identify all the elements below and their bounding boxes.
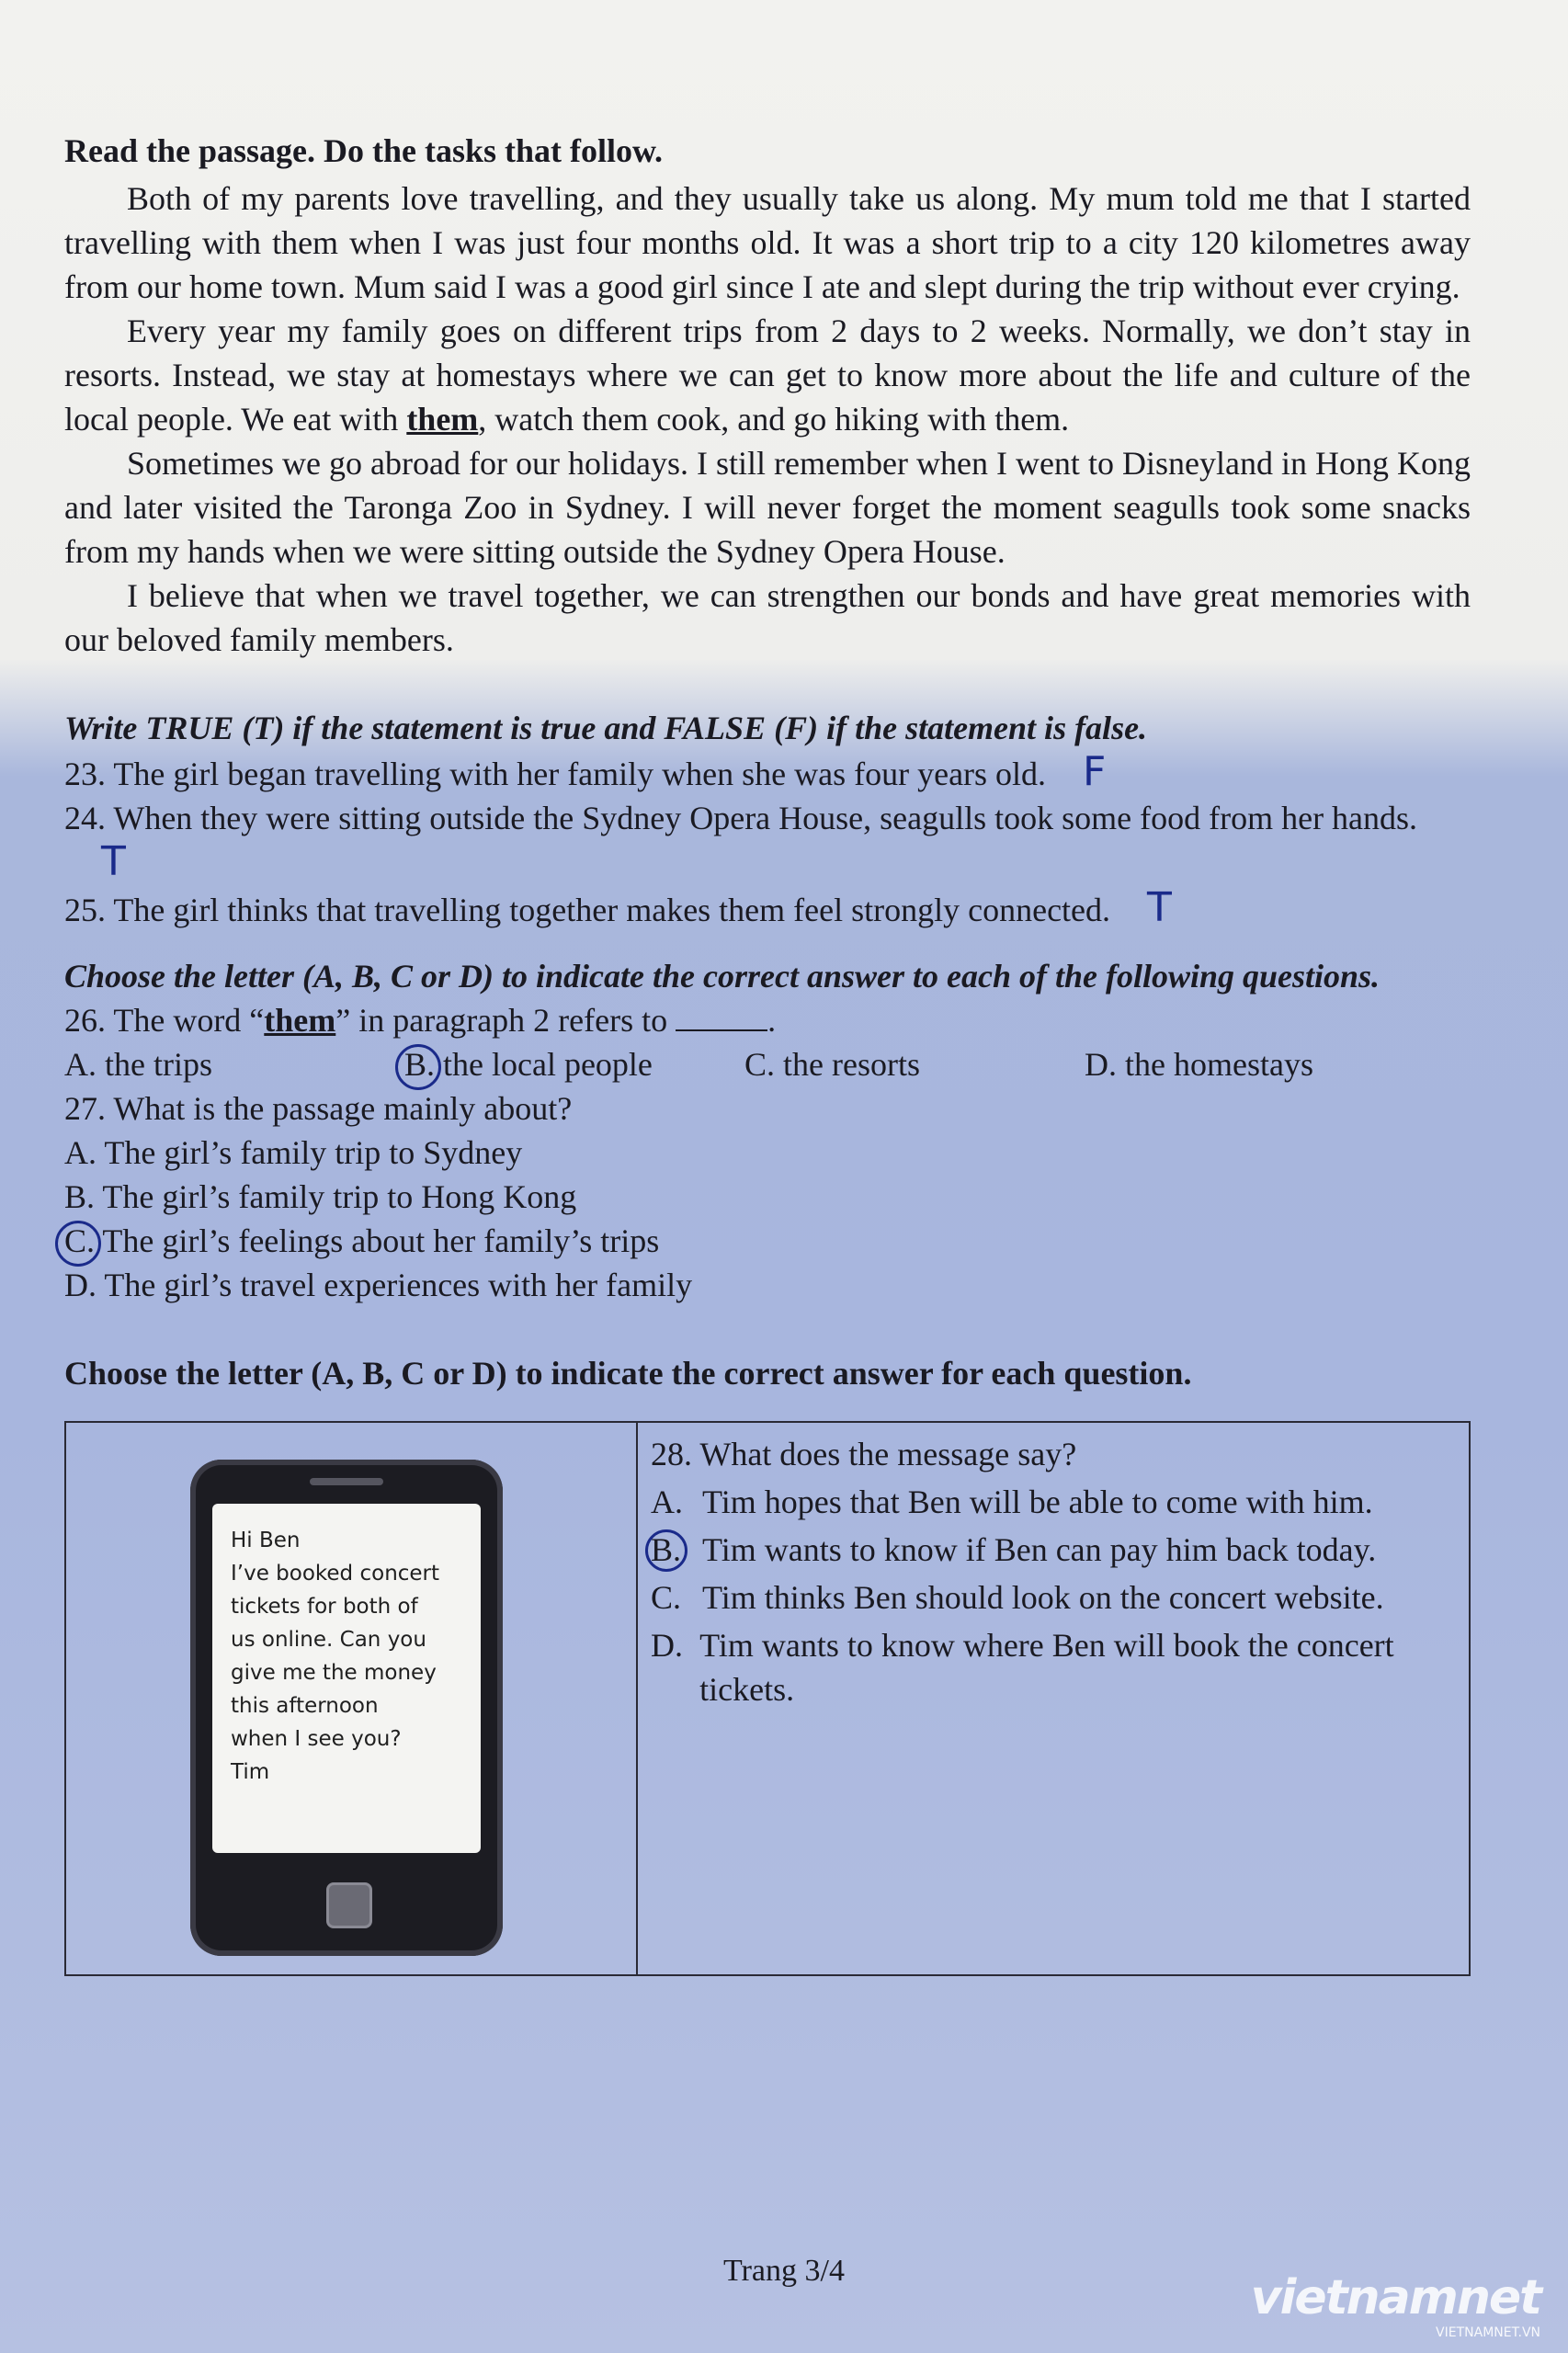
option-28-c: C. Tim thinks Ben should look on the concert website. [651,1579,1384,1616]
true-false-instruction: Write TRUE (T) if the statement is true and FALSE (F) if the statement is false. [64,710,1148,746]
handwritten-answer-25: T [1147,884,1172,931]
phone-screen-message: Hi Ben I’ve booked concert tickets for both of us online. Can you give me the money this afternoon when I see you? Tim [212,1504,481,1853]
home-button-icon [326,1882,372,1928]
option-28-d: D. Tim wants to know where Ben will book the concert tickets. [651,1627,1394,1708]
question-23: 23. The girl began travelling with her family when she was four years old. F [64,748,1107,795]
question-25: 25. The girl thinks that travelling together makes them feel strongly connected. T [64,884,1172,931]
option-26-a: A. the trips [64,1046,212,1083]
option-27-d: D. The girl’s travel experiences with her family [64,1267,693,1303]
question-28-cell [638,1423,1469,1974]
option-28-b: B. Tim wants to know if Ben can pay him back today. [651,1528,1456,1572]
vietnamnet-watermark-logo: vietnamnet [1250,2270,1540,2325]
speaker-icon [310,1478,383,1485]
option-26-b: B. the local people [404,1042,744,1086]
underlined-word-them: them [406,401,479,438]
passage-paragraph-2: Every year my family goes on different trips from 2 days to 2 weeks. Normally, we don’t stay in resorts. Instead, we stay at homestays where we can get to know more about the life and culture of the local people. We eat with them, watch them cook, and go hiking with them. [64,313,1471,438]
question-28-table [64,1421,1471,1976]
question-26: 26. The word “them” in paragraph 2 refers to . [64,1002,777,1039]
option-28-a: A. Tim hopes that Ben will be able to come with him. [651,1483,1373,1520]
passage-paragraph-1: Both of my parents love travelling, and they usually take us along. My mum told me that I started travelling with them when I was just four months old. It was a short trip to a city 120 kilometres away from our home town. Mum said I was a good girl since I ate and slept during the trip without ever crying. [64,180,1471,305]
page-number: Trang 3/4 [723,2254,845,2288]
multiple-choice-instruction: Choose the letter (A, B, C or D) to indicate the correct answer to each of the following questions. [64,958,1381,995]
passage-paragraph-3: Sometimes we go abroad for our holidays. I still remember when I went to Disneyland in Hong Kong and later visited the Taronga Zoo in Sydney. I will never forget the moment seagulls took some snacks from my hands when we were sitting outside the Sydney Opera House. [64,445,1471,570]
option-27-b: B. The girl’s family trip to Hong Kong [64,1178,577,1215]
vietnamnet-watermark-url: VIETNAMNET.VN [1436,2325,1540,2340]
option-27-c: C. The girl’s feelings about her family’s trips [64,1219,1471,1263]
question-27: 27. What is the passage mainly about? [64,1090,573,1127]
option-27-a: A. The girl’s family trip to Sydney [64,1134,523,1171]
option-26-d: D. the homestays [1085,1046,1313,1083]
passage-paragraph-4: I believe that when we travel together, we can strengthen our bonds and have great memories with our beloved family members. [64,577,1471,658]
message-instruction: Choose the letter (A, B, C or D) to indicate the correct answer for each question. [64,1355,1192,1392]
passage-heading: Read the passage. Do the tasks that follow. [64,132,664,169]
question-24: 24. When they were sitting outside the Sydney Opera House, seagulls took some food from her hands.T [64,800,1418,885]
answer-blank [676,1002,767,1031]
handwritten-answer-24: T [101,838,126,885]
handwritten-answer-23: F [1083,748,1107,795]
question-26-options [64,1042,1471,1086]
phone-cell [66,1423,638,1974]
phone-illustration [190,1460,503,1956]
question-28: 28. What does the message say? [651,1436,1077,1472]
option-26-c: C. the resorts [744,1046,920,1083]
worksheet-page [64,129,1471,1976]
